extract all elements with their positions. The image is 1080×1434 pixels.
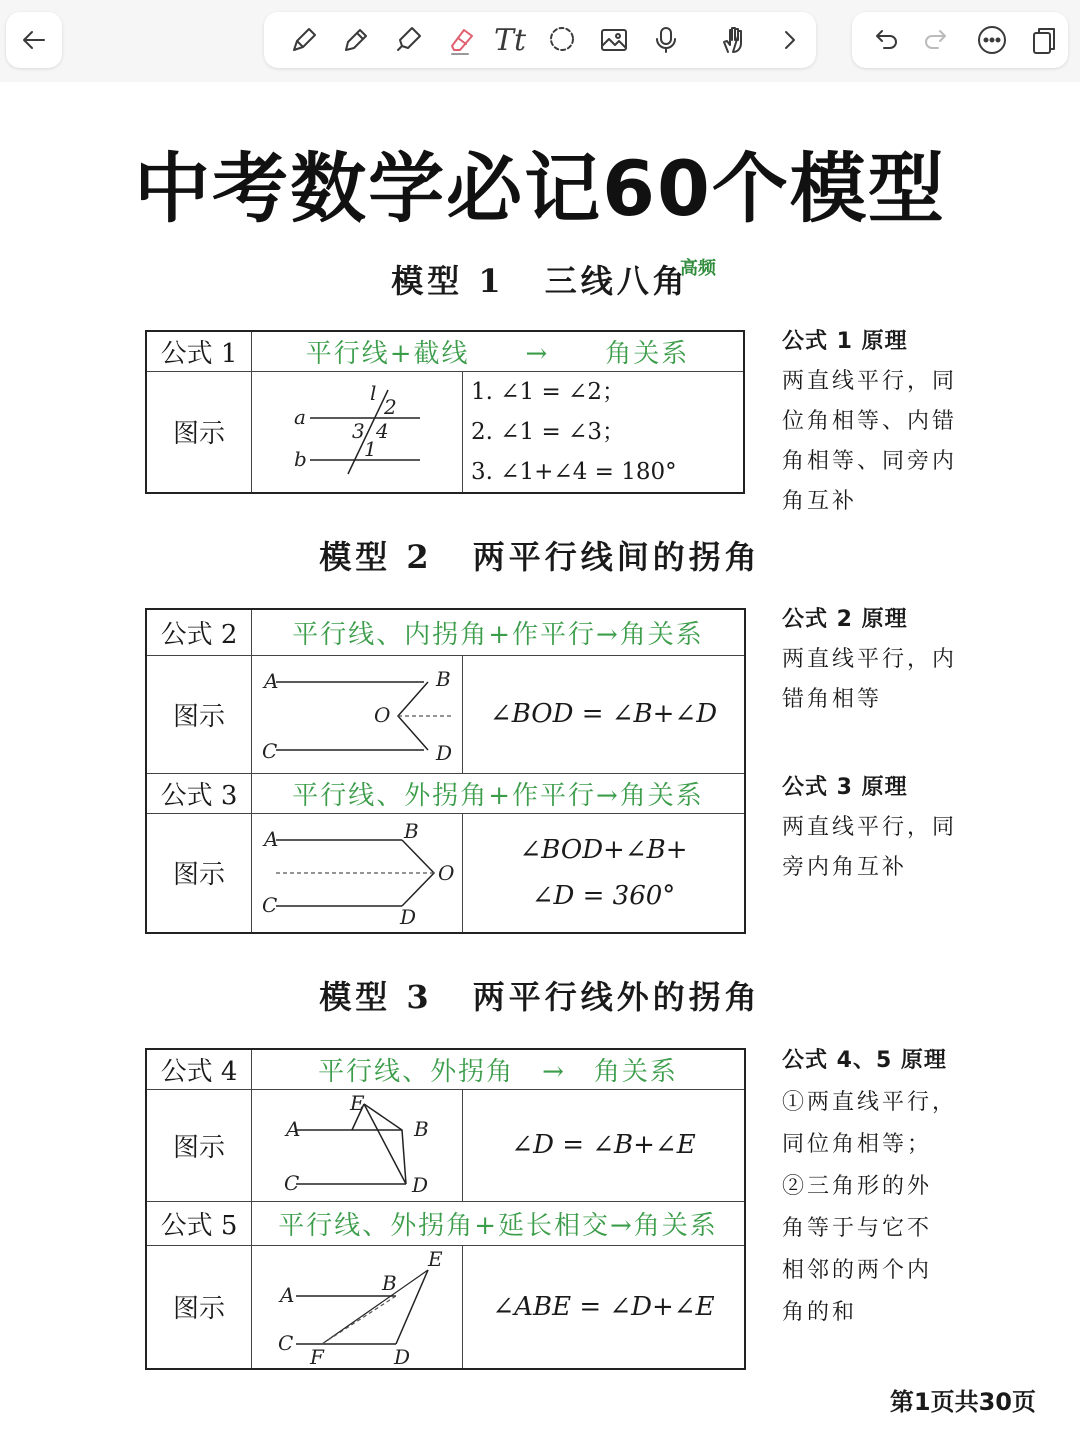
outside-corner-diagram (252, 1090, 462, 1200)
lasso-icon[interactable] (544, 22, 580, 58)
angle-1-label: 1 (364, 436, 377, 461)
formula3-label: 公式 3 (146, 773, 252, 813)
model3-name: 两平行线外的拐角 (472, 978, 761, 1016)
undo-icon[interactable] (866, 22, 902, 58)
highlighter-icon[interactable] (390, 22, 426, 58)
model1-name: 三线八角 (544, 262, 689, 300)
extended-intersection-diagram (252, 1246, 462, 1368)
formula3-diagram-label: 图示 (146, 813, 252, 933)
point-F-label: F (310, 1344, 324, 1368)
formula1-line: 1. ∠1 = ∠2； (471, 378, 625, 405)
principle-line: ①两直线平行， (782, 1090, 958, 1115)
principle-line: 同位角相等； (782, 1132, 933, 1157)
model3-number: 模型 3 (319, 978, 433, 1016)
formula1-line: 3. ∠1+∠4 = 180° (471, 458, 677, 485)
point-D-label: D (394, 1344, 411, 1368)
point-A-label: A (264, 669, 279, 693)
point-C-label: C (284, 1171, 300, 1195)
point-D-label: D (412, 1173, 429, 1197)
line-l-label: l (370, 380, 377, 405)
back-arrow-icon (16, 22, 52, 58)
principle-line: 角相等、同旁内 (782, 449, 958, 474)
formula3-header: 平行线、外拐角+作平行→角关系 (252, 773, 746, 813)
formula4-header: 平行线、外拐角 → 角关系 (252, 1049, 746, 1089)
principle-line: 两直线平行，同 (782, 815, 958, 840)
three-lines-eight-angles-diagram (252, 372, 462, 492)
model2-name: 两平行线间的拐角 (472, 538, 761, 576)
principle-line: 相邻的两个内 (782, 1258, 933, 1283)
formula4-label: 公式 4 (146, 1049, 252, 1089)
principle-line: 角等于与它不 (782, 1216, 933, 1241)
formula2-3-table (145, 608, 746, 934)
point-D-label: D (400, 904, 417, 929)
line-b-label: b (294, 446, 307, 471)
outer-corner-diagram (252, 814, 462, 932)
point-E-label: E (428, 1246, 443, 1271)
model2-number: 模型 2 (319, 538, 433, 576)
formula1-principle (782, 322, 957, 522)
inner-corner-diagram (252, 656, 462, 772)
line-a-label: a (294, 404, 306, 429)
formula4-diagram-label: 图示 (146, 1089, 252, 1201)
point-B-label: B (414, 1117, 429, 1141)
point-O-label: O (374, 703, 391, 727)
text-tool-icon[interactable] (492, 22, 528, 58)
formula1-results (463, 371, 745, 493)
formula1-diagram-label: 图示 (146, 371, 252, 493)
frequency-badge: 高频 (680, 258, 716, 279)
point-B-label: B (436, 667, 451, 691)
model1-heading (0, 256, 1080, 302)
model2-heading (0, 532, 1080, 578)
formula2-label: 公式 2 (146, 609, 252, 655)
principle-line: 两直线平行，内 (782, 647, 958, 672)
point-E-label: E (350, 1091, 365, 1115)
formula4-diagram (252, 1089, 463, 1201)
point-A-label: A (286, 1117, 301, 1141)
pages-icon[interactable] (1026, 22, 1062, 58)
formula5-result: ∠ABE = ∠D+∠E (463, 1245, 746, 1369)
redo-icon[interactable] (920, 22, 956, 58)
angle-2-label: 2 (384, 394, 397, 419)
principle-line: 位角相等、内错 (782, 409, 958, 434)
app-toolbar (0, 0, 1080, 82)
eraser-icon[interactable] (442, 22, 478, 58)
formula2-diagram (252, 655, 463, 773)
hand-icon[interactable] (716, 22, 752, 58)
principle-line: ②三角形的外 (782, 1174, 933, 1199)
principle-title: 公式 1 原理 (782, 329, 908, 354)
formula3-result-line: ∠D = 360° (531, 880, 676, 911)
point-O-label: O (438, 860, 455, 885)
principle-line: 错角相等 (782, 687, 883, 712)
image-icon[interactable] (596, 22, 632, 58)
principle-title: 公式 3 原理 (782, 775, 908, 800)
principle-line: 两直线平行，同 (782, 369, 958, 394)
angle-3-label: 3 (352, 418, 365, 443)
formula5-label: 公式 5 (146, 1201, 252, 1245)
formula4-5-principle (782, 1040, 957, 1334)
more-icon[interactable] (974, 22, 1010, 58)
model3-heading (0, 972, 1080, 1018)
formula3-result (463, 813, 746, 933)
point-C-label: C (278, 1330, 294, 1355)
formula5-diagram-label: 图示 (146, 1245, 252, 1369)
formula5-diagram (252, 1245, 463, 1369)
back-button[interactable] (6, 12, 62, 68)
angle-4-label: 4 (376, 418, 389, 443)
text-tool-label: Tt (493, 22, 527, 58)
formula2-header: 平行线、内拐角+作平行→角关系 (252, 609, 746, 655)
point-A-label: A (264, 826, 279, 851)
page-indicator: 第1页共30页 (889, 1388, 1036, 1416)
principle-line: 角互补 (782, 489, 858, 514)
chevron-right-icon[interactable] (772, 22, 808, 58)
principle-title: 公式 2 原理 (782, 607, 908, 632)
pencil-icon[interactable] (338, 22, 374, 58)
principle-line: 角的和 (782, 1300, 858, 1325)
formula2-result: ∠BOD = ∠B+∠D (463, 655, 746, 773)
formula5-header: 平行线、外拐角+延长相交→角关系 (252, 1201, 746, 1245)
point-D-label: D (436, 741, 453, 765)
formula4-result: ∠D = ∠B+∠E (463, 1089, 746, 1201)
microphone-icon[interactable] (648, 22, 684, 58)
principle-line: 旁内角互补 (782, 855, 908, 880)
pen-icon[interactable] (286, 22, 322, 58)
formula1-line: 2. ∠1 = ∠3； (471, 418, 625, 445)
formula4-5-table (145, 1048, 746, 1370)
point-C-label: C (262, 739, 278, 763)
formula3-principle (782, 768, 957, 888)
formula1-table (145, 330, 745, 494)
formula1-diagram (252, 371, 463, 493)
point-A-label: A (280, 1282, 295, 1307)
formula3-diagram (252, 813, 463, 933)
formula1-label: 公式 1 (146, 331, 252, 371)
formula2-diagram-label: 图示 (146, 655, 252, 773)
model1-number: 模型 1 (391, 262, 505, 300)
formula2-principle (782, 600, 957, 720)
formula1-header: 平行线+截线 → 角关系 (252, 331, 745, 371)
point-C-label: C (262, 892, 278, 917)
formula3-result-line: ∠BOD+∠B+ (519, 834, 688, 865)
principle-title: 公式 4、5 原理 (782, 1048, 947, 1073)
point-B-label: B (382, 1270, 397, 1295)
page-title: 中考数学必记60个模型 (134, 144, 946, 233)
point-B-label: B (404, 818, 419, 843)
